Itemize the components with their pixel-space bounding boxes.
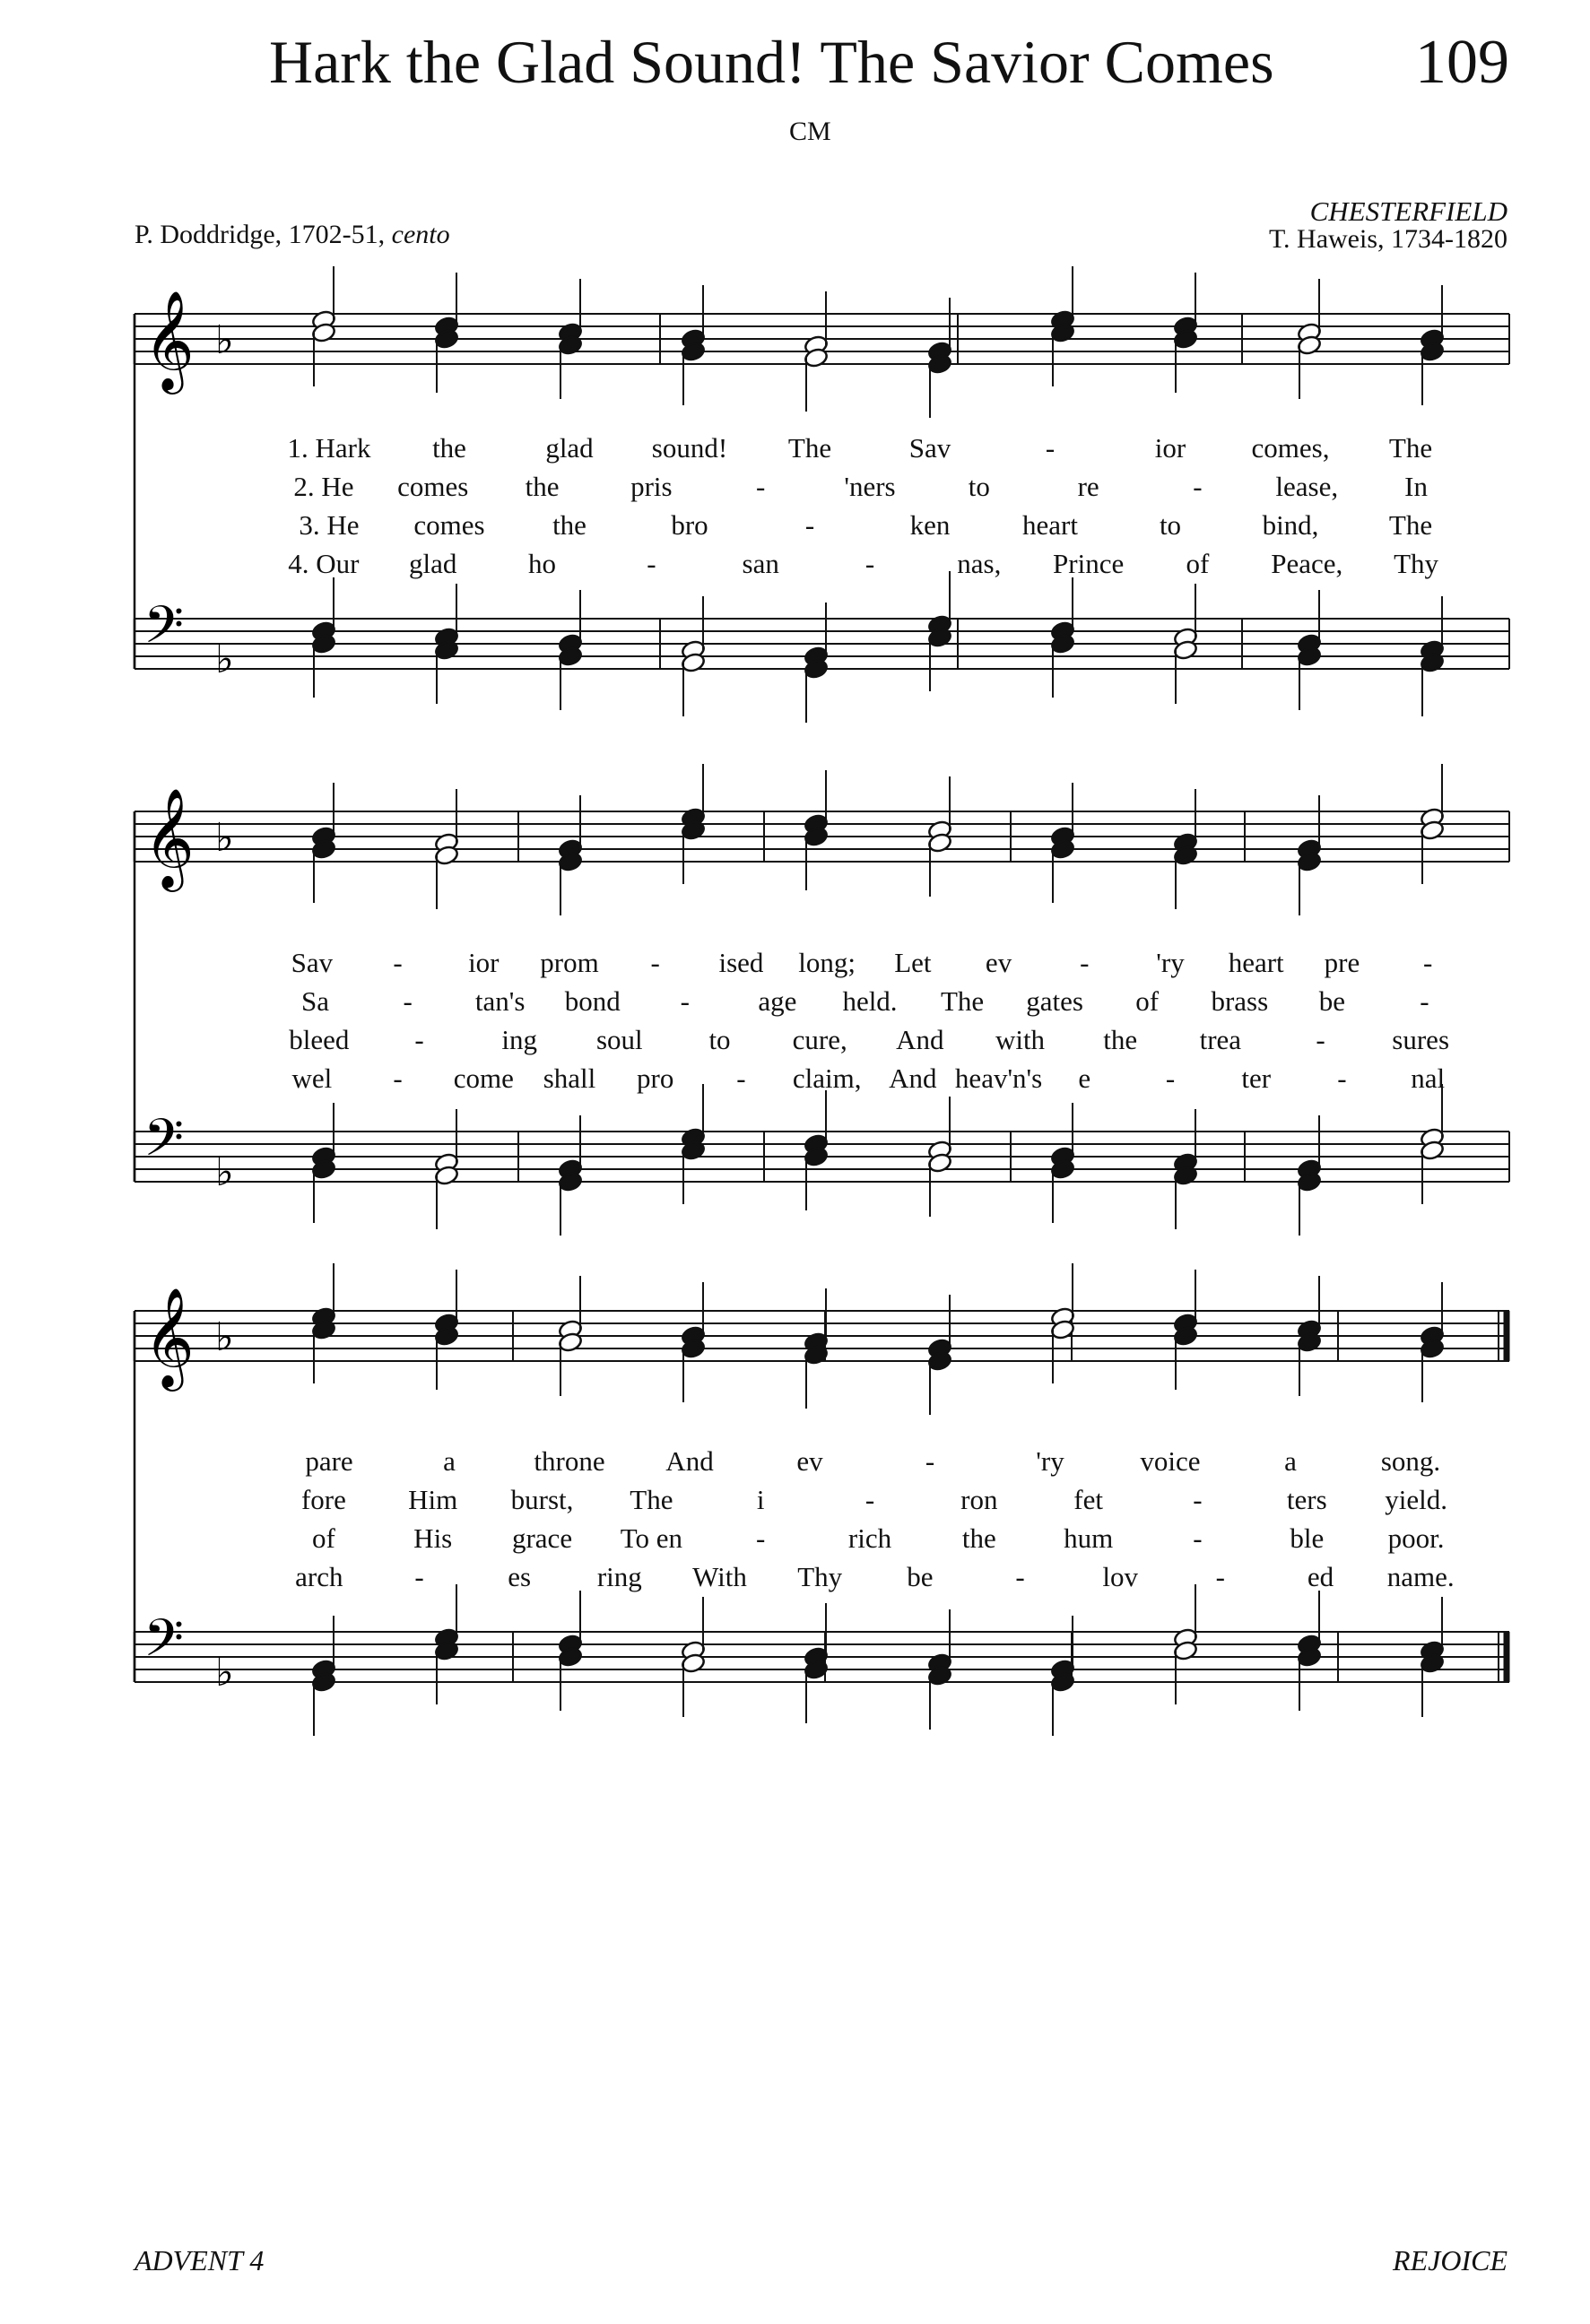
lyric-syllable: bond (564, 985, 621, 1017)
lyric-syllable: pare (305, 1445, 353, 1477)
tune-name: CHESTERFIELD (1309, 195, 1507, 227)
lyric-syllable: ken (909, 509, 951, 541)
lyric-syllable: throne (534, 1445, 605, 1477)
hyphen: - (680, 985, 691, 1017)
lyric-syllable: sound! (651, 432, 728, 464)
lyric-syllable: 'ners (844, 471, 896, 502)
lyric-syllable: 3. He (299, 509, 360, 541)
hymn-title: Hark the Glad Sound! The Savior Comes (269, 28, 1274, 96)
lyric-syllable: And (889, 1062, 937, 1094)
hyphen: - (1045, 432, 1056, 464)
lyric-syllable: ev (985, 947, 1012, 978)
lyric-syllable: Let (894, 947, 932, 978)
lyric-syllable: cure, (792, 1024, 847, 1055)
lyric-syllable: 4. Our (288, 548, 360, 579)
lyric-syllable: Sav (908, 432, 951, 464)
key-signature-flat-icon: ♭ (215, 317, 234, 363)
lyric-syllable: a (1284, 1445, 1297, 1477)
treble-clef-icon: 𝄞 (143, 290, 195, 390)
hyphen: - (1420, 985, 1429, 1017)
lyric-syllable: heart (1228, 947, 1284, 978)
lyric-syllable: come (453, 1062, 514, 1094)
lyric-syllable: pro (637, 1062, 674, 1094)
lyric-syllable: lease, (1275, 471, 1339, 502)
lyric-syllable: ev (796, 1445, 823, 1477)
lyric-syllable: the (1103, 1024, 1138, 1055)
meter: CM (789, 117, 831, 146)
lyric-syllable: soul (595, 1024, 643, 1055)
lyric-syllable: arch (295, 1561, 343, 1592)
lyric-syllable: wel (291, 1062, 333, 1094)
lyric-syllable: With (692, 1561, 747, 1592)
lyric-syllable: The (630, 1484, 673, 1515)
lyric-syllable: ing (501, 1024, 537, 1055)
lyric-syllable: age (758, 985, 797, 1017)
lyric-syllable: His (413, 1522, 453, 1554)
lyric-syllable: fet (1073, 1484, 1103, 1515)
lyric-syllable: ior (1154, 432, 1186, 464)
lyric-syllable: tan's (474, 985, 526, 1017)
hyphen: - (393, 1062, 403, 1094)
hyphen: - (756, 471, 766, 502)
lyric-syllable: re (1077, 471, 1099, 502)
lyric-syllable: heav'n's (954, 1062, 1043, 1094)
lyric-syllable: Sa (301, 985, 330, 1017)
key-signature-flat-icon: ♭ (215, 637, 234, 682)
hyphen: - (1165, 1062, 1176, 1094)
lyric-syllable: the (961, 1522, 996, 1554)
lyric-syllable: shall (543, 1062, 596, 1094)
lyric-syllable: nal (1411, 1062, 1446, 1094)
hyphen: - (1015, 1561, 1025, 1592)
lyric-syllable: 'ry (1036, 1445, 1064, 1477)
lyric-syllable: ter (1241, 1062, 1272, 1094)
lyric-syllable: poor. (1387, 1522, 1445, 1554)
lyric-syllable: ring (596, 1561, 642, 1592)
lyric-syllable: The (940, 985, 985, 1017)
lyric-syllable: rich (847, 1522, 892, 1554)
hyphen: - (414, 1024, 424, 1055)
lyric-syllable: ho (528, 548, 557, 579)
hyphen: - (650, 947, 660, 978)
key-signature-flat-icon: ♭ (215, 1149, 234, 1195)
lyric-syllable: to (708, 1024, 731, 1055)
lyric-syllable: The (1388, 509, 1433, 541)
lyric-syllable: the (525, 471, 560, 502)
lyric-syllable: lov (1102, 1561, 1138, 1592)
lyric-syllable: burst, (510, 1484, 574, 1515)
hyphen: - (804, 509, 815, 541)
lyric-syllable: nas, (957, 548, 1002, 579)
lyric-syllable: of (1186, 548, 1210, 579)
lyric-syllable: The (787, 432, 832, 464)
lyric-syllable: pre (1324, 947, 1360, 978)
hyphen: - (393, 947, 403, 978)
key-signature-flat-icon: ♭ (215, 1314, 234, 1360)
lyric-syllable: held. (842, 985, 898, 1017)
lyric-syllable: Thy (1394, 548, 1439, 579)
hyphen: - (925, 1445, 935, 1477)
lyric-syllable: hum (1064, 1522, 1114, 1554)
lyric-syllable: glad (545, 432, 594, 464)
bass-clef-icon: 𝄢 (143, 594, 185, 668)
lyric-syllable: 2. He (293, 471, 354, 502)
lyric-syllable: claim, (792, 1062, 862, 1094)
hyphen: - (865, 1484, 875, 1515)
lyric-syllable: brass (1211, 985, 1269, 1017)
treble-clef-icon: 𝄞 (143, 787, 195, 888)
lyric-syllable: san (742, 548, 779, 579)
lyric-syllable: Him (408, 1484, 458, 1515)
lyric-syllable: the (432, 432, 466, 464)
bass-clef-icon: 𝄢 (143, 1608, 185, 1681)
lyric-syllable: 'ry (1156, 947, 1185, 978)
lyric-syllable: ron (960, 1484, 998, 1515)
lyric-syllable: The (1388, 432, 1433, 464)
lyric-syllable: heart (1022, 509, 1078, 541)
hyphen: - (1193, 471, 1203, 502)
hyphen: - (403, 985, 413, 1017)
lyric-syllable: And (665, 1445, 714, 1477)
lyric-syllable: Prince (1053, 548, 1125, 579)
bass-clef-icon: 𝄢 (143, 1107, 185, 1181)
lyric-syllable: of (1135, 985, 1160, 1017)
hyphen: - (1193, 1522, 1203, 1554)
lyric-syllable: Peace, (1271, 548, 1343, 579)
lyric-syllable: ble (1290, 1522, 1325, 1554)
lyric-syllable: ed (1307, 1561, 1334, 1592)
lyric-syllable: es (508, 1561, 532, 1592)
lyric-syllable: grace (511, 1522, 573, 1554)
lyric-syllable: 1. Hark (287, 432, 371, 464)
lyric-syllable: pris (630, 471, 673, 502)
lyric-syllable: i (756, 1484, 765, 1515)
hymn-number: 109 (1415, 28, 1509, 97)
lyric-syllable: ised (718, 947, 764, 978)
hyphen: - (647, 548, 656, 579)
composer: T. Haweis, 1734-1820 (1268, 224, 1507, 254)
lyric-syllable: be (1318, 985, 1346, 1017)
lyric-syllable: glad (409, 548, 457, 579)
lyric-syllable: In (1404, 471, 1428, 502)
key-signature-flat-icon: ♭ (215, 815, 234, 861)
lyric-syllable: To en (620, 1522, 682, 1554)
lyric-syllable: bro (671, 509, 708, 541)
lyric-syllable: a (443, 1445, 456, 1477)
lyric-syllable: comes (413, 509, 485, 541)
lyric-syllable: e (1078, 1062, 1091, 1094)
hyphen: - (1316, 1024, 1325, 1055)
lyric-syllable: ters (1286, 1484, 1327, 1515)
key-signature-flat-icon: ♭ (215, 1650, 234, 1695)
lyric-syllable: comes, (1251, 432, 1330, 464)
lyric-syllable: bind, (1262, 509, 1319, 541)
lyric-syllable: yield. (1385, 1484, 1447, 1515)
hyphen: - (1193, 1484, 1203, 1515)
lyric-syllable: voice (1140, 1445, 1201, 1477)
lyric-syllable: Sav (291, 947, 334, 978)
lyric-syllable: comes (397, 471, 469, 502)
lyric-syllable: prom (540, 947, 599, 978)
lyric-syllable: to (968, 471, 990, 502)
lyric-syllable: name. (1386, 1561, 1455, 1592)
hyphen: - (1215, 1561, 1225, 1592)
lyric-syllable: gates (1026, 985, 1083, 1017)
lyric-syllable: And (896, 1024, 944, 1055)
lyric-syllable: song. (1380, 1445, 1441, 1477)
hyphen: - (1422, 947, 1433, 978)
lyric-syllable: long; (798, 947, 856, 978)
lyric-syllable: bleed (289, 1024, 350, 1055)
author-note: cento (391, 220, 450, 249)
lyric-syllable: the (552, 509, 586, 541)
hyphen: - (865, 548, 875, 579)
lyric-syllable: of (311, 1522, 335, 1554)
lyric-syllable: ior (468, 947, 500, 978)
hyphen: - (756, 1522, 766, 1554)
hyphen: - (1080, 947, 1090, 978)
footer-season: ADVENT 4 (135, 2244, 265, 2276)
lyric-syllable: be (907, 1561, 934, 1592)
footer-book: REJOICE (1393, 2244, 1507, 2276)
lyric-syllable: Thy (797, 1561, 843, 1592)
lyric-syllable: sures (1392, 1024, 1450, 1055)
lyric-syllable: trea (1199, 1024, 1242, 1055)
lyric-syllable: fore (300, 1484, 346, 1515)
hyphen: - (1337, 1062, 1347, 1094)
treble-clef-icon: 𝄞 (143, 1287, 195, 1387)
lyric-syllable: to (1159, 509, 1182, 541)
author-name: P. Doddridge, 1702-51, (135, 220, 386, 249)
hyphen: - (414, 1561, 424, 1592)
lyric-syllable: with (995, 1024, 1046, 1055)
hyphen: - (736, 1062, 746, 1094)
